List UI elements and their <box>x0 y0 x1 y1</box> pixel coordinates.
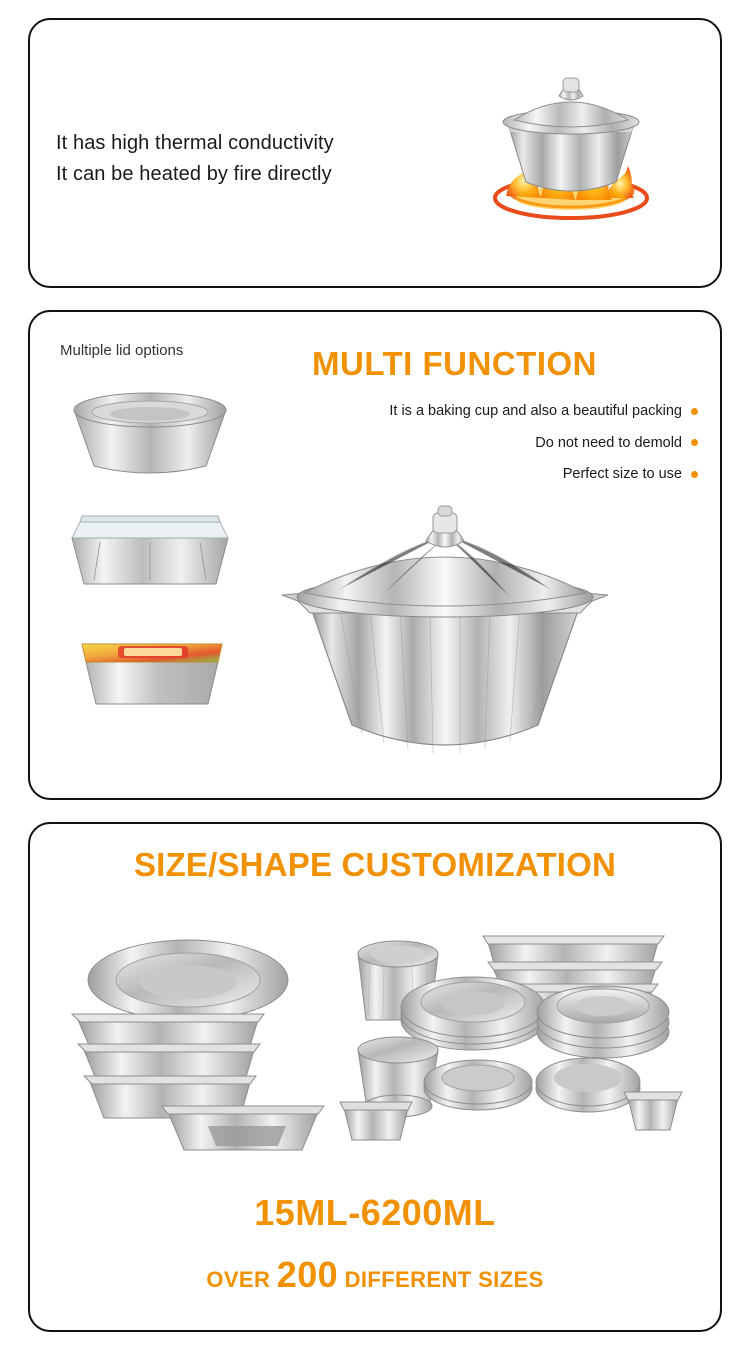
thumbnail-rect-foil-clear-lid <box>60 492 250 610</box>
bullet-text: Perfect size to use <box>562 466 682 482</box>
lid-options-label: Multiple lid options <box>60 342 184 359</box>
main-foil-pot-image <box>280 497 610 782</box>
size-count-number: 200 <box>276 1254 339 1295</box>
rect-foil-container-clear-lid-icon <box>60 492 240 602</box>
oval-foil-tray-large <box>88 940 288 1020</box>
list-item <box>389 467 698 482</box>
pot-over-flame-svg <box>446 48 696 248</box>
size-customization-heading: SIZE/SHAPE CUSTOMIZATION <box>133 846 617 883</box>
multi-function-heading: MULTI FUNCTION <box>312 345 598 382</box>
rect-foil-tray-bottom-left <box>162 1106 324 1150</box>
rect-foil-pans-stack-left <box>72 1014 264 1118</box>
panel-multi-function <box>28 310 722 800</box>
thermal-line-1: It has high thermal conductivity <box>56 132 334 154</box>
pot-lid <box>297 506 593 617</box>
thumbnail-rect-foil-printed-lid <box>60 610 250 728</box>
thermal-text-block <box>56 128 334 190</box>
bullet-text: It is a baking cup and also a beautiful packing <box>389 403 682 419</box>
multi-function-bullet-list <box>389 404 698 499</box>
round-foil-bowls-bottom-right <box>536 1058 682 1130</box>
oval-foil-plate-stack <box>401 977 545 1050</box>
lid-option-thumbnails <box>60 374 250 728</box>
size-count-suffix: DIFFERENT SIZES <box>344 1267 544 1292</box>
size-count-prefix: OVER <box>206 1267 271 1292</box>
round-foil-lidded-stack-right <box>537 986 669 1058</box>
size-count-text <box>30 1254 720 1296</box>
bullet-dot-icon <box>691 471 698 478</box>
pot-bowl <box>310 605 580 745</box>
bullet-dot-icon <box>691 408 698 415</box>
large-foil-pot-svg <box>280 497 610 782</box>
panel-thermal-conductivity <box>28 18 722 288</box>
pot-over-flame-image <box>446 48 696 248</box>
pot-lid <box>503 78 639 134</box>
rect-foil-container-printed-lid-icon <box>60 610 240 720</box>
thumbnail-round-foil-tray <box>60 374 250 492</box>
round-foil-tray-icon <box>60 374 240 484</box>
oval-foil-pans-bottom <box>424 1060 532 1110</box>
panel-size-shape-customization <box>28 822 722 1332</box>
list-item <box>389 436 698 451</box>
volume-range-text: 15ML-6200ML <box>254 1192 496 1233</box>
square-foil-tray-bottom <box>340 1102 412 1140</box>
list-item <box>389 404 698 419</box>
bullet-dot-icon <box>691 439 698 446</box>
foil-containers-group-svg <box>58 902 688 1162</box>
bullet-text: Do not need to demold <box>535 434 682 451</box>
foil-containers-group-image <box>58 902 688 1162</box>
thermal-line-2: It can be heated by fire directly <box>56 163 332 185</box>
